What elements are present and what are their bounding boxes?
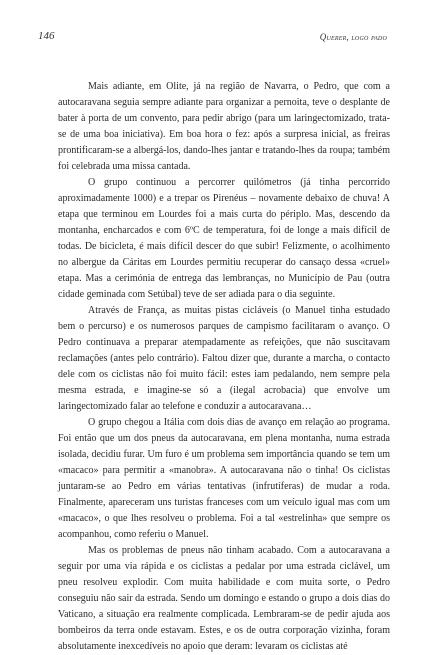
page-number: 146 (38, 30, 55, 42)
paragraph-1: Mais adiante, em Olite, já na região de Navarra, o Pedro, que com a autocaravana seguia sempre adiante para organizar a pernoita, teve o desplante de bater à porta de um convento, para pedir abrigo (para um laringectomizado, trata-se de uma boa iniciativa). Em boa hora o fez: após a surpresa inicial, as freiras prontificaram-se a albergá-los, dando-lhes jantar e tratando-lhes da roupa; também foi celebrada uma missa cantada. (58, 81, 390, 172)
paragraph-3: Através de França, as muitas pistas cicláveis (o Manuel tinha estudado bem o percurso) e os numerosos parques de campismo facilitaram o avanço. O Pedro continuava a preparar atempadamente as refeições, que não suscitavam reclamações (antes pelo contrário). Faltou dizer que, durante a marcha, o contacto dele com os ciclistas não foi muito fácil: estes iam pedalando, nem sempre pela mesma estrada, e imagine-se só a (ilegal acrobacia) que envolve um laringectomizado falar ao telefone e conduzir a autocaravana… (58, 305, 390, 412)
running-head: Querer, logo pado (319, 32, 387, 42)
paragraph-2: O grupo continuou a percorrer quilómetros (já tinha percorrido aproximadamente 1000) e a trepar os Pirenéus – novamente debaixo de chuva! A etapa que terminou em Lourdes foi a mais curta do périplo. Mas, descendo da montanha, encharcados e com 6ºC de temperatura, foi de longe a mais difícil de todas. De bicicleta, é mais difícil descer do que subir! Felizmente, o acolhimento no albergue da Cáritas em Lourdes permitiu recuperar do cansaço dessa «cruel» etapa. Mas a cerimónia de entrega das lembranças, no Município de Pau (outra cidade geminada com Setúbal) teve de ser adiada para o dia seguinte. (58, 177, 390, 300)
paragraph-5: Mas os problemas de pneus não tinham acabado. Com a autocaravana a seguir por uma via rápida e os ciclistas a pedalar por uma estrada ciclável, um pneu resolveu explodir. Com muita habilidade e com muita sorte, o Pedro conseguiu não sair da estrada. Sendo um domingo e estando o grupo a dois dias do Vaticano, a situação era realmente complicada. Lembraram-se de pedir ajuda aos bombeiros da terra onde estavam. Estes, e os de outra corporação vizinha, foram absolutamente inexcedíveis no apoio que deram: levaram os ciclistas até (58, 545, 390, 652)
paragraph-4: O grupo chegou a Itália com dois dias de avanço em relação ao programa. Foi então que um dos pneus da autocaravana, em plena montanha, numa estrada isolada, decidiu furar. Um furo é um problema sem importância quando se tem um «macaco» para permitir a «manobra». A autocaravana não o tinha! Os ciclistas juntaram-se ao Pedro em várias tentativas (infrutíferas) de mudar a roda. Finalmente, apareceram uns turistas franceses com um veículo igual mas com um «macaco», o que lhes resolveu o problema. Foi a tal «estrelinha» que sempre os acompanhou, como referiu o Manuel. (58, 417, 390, 540)
body-text (58, 79, 390, 655)
